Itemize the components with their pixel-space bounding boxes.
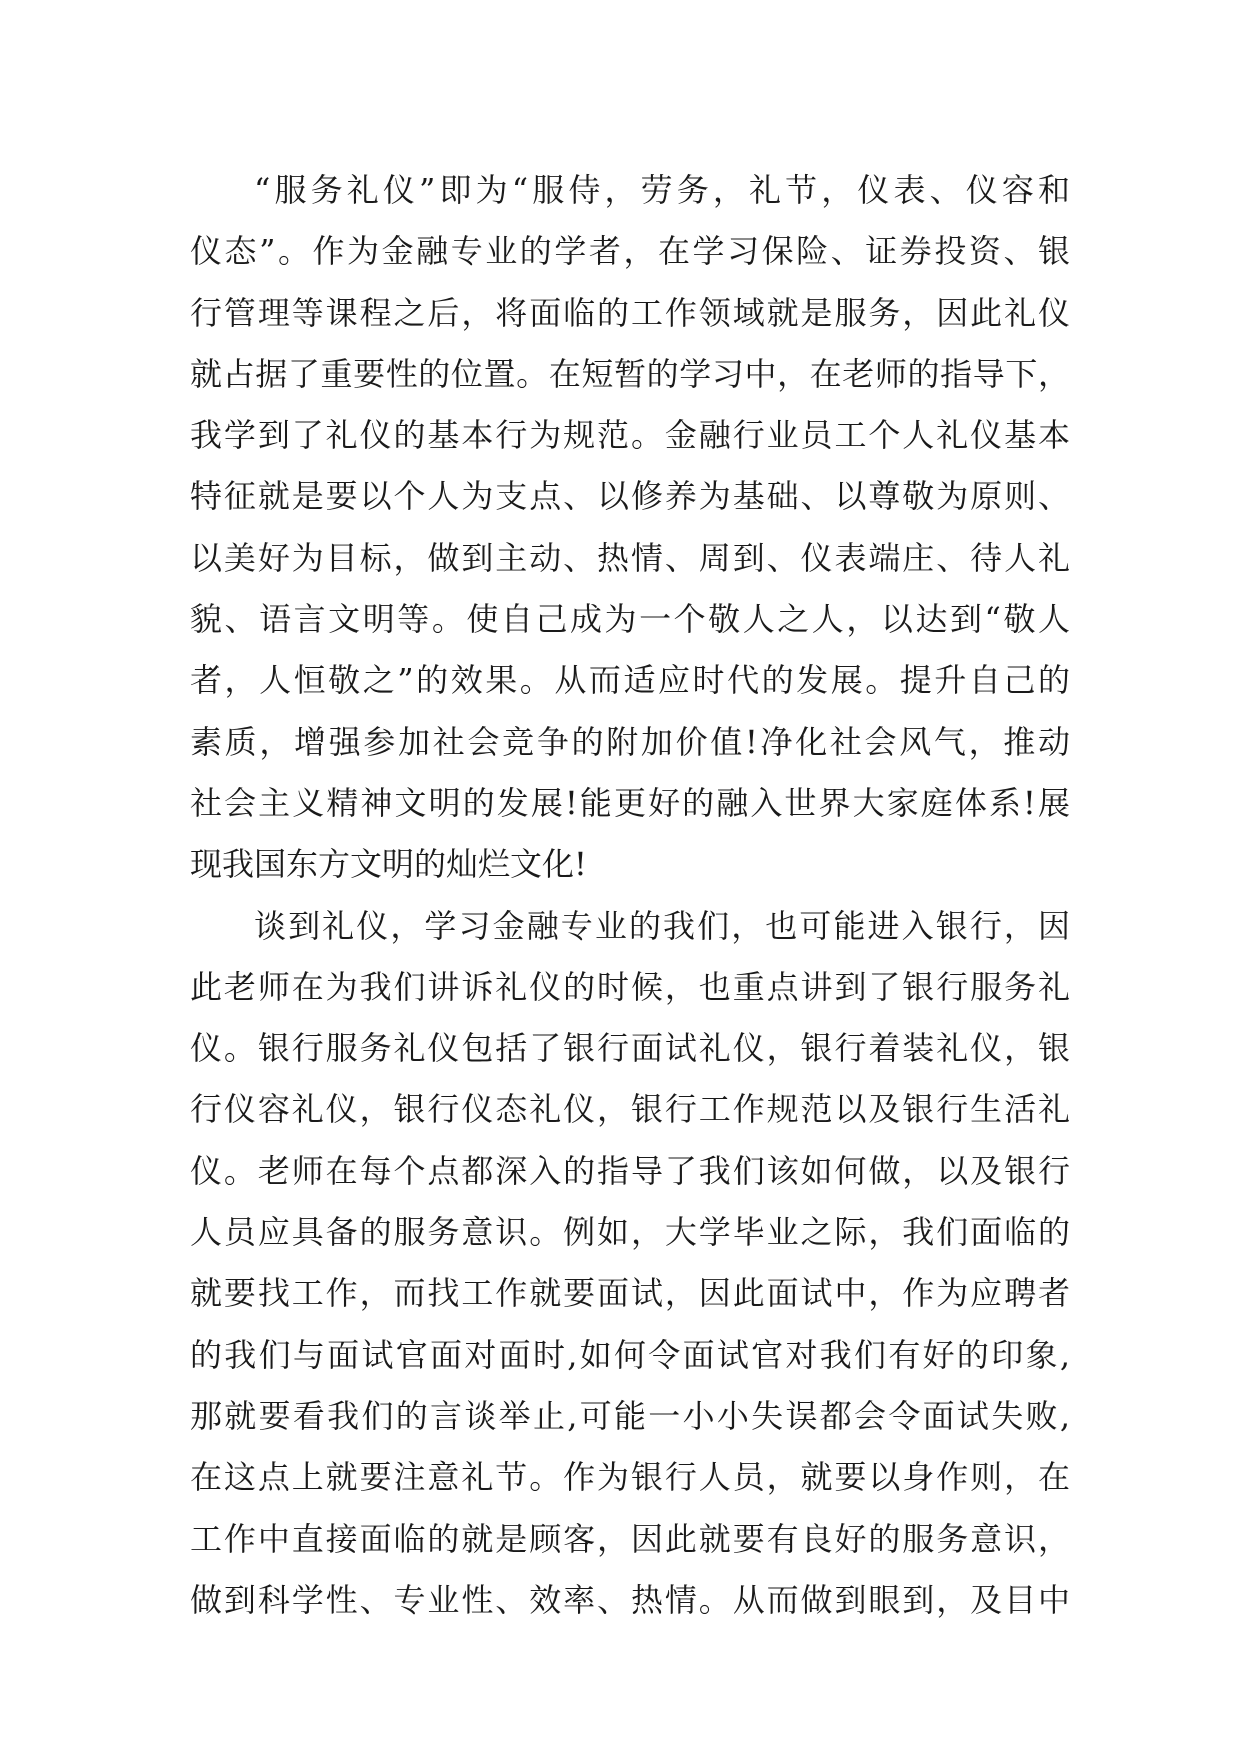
text-line: 仪。老师在每个点都深入的指导了我们该如何做，以及银行 xyxy=(190,1151,1070,1190)
text-line: 工作中直接面临的就是顾客，因此就要有良好的服务意识， xyxy=(190,1519,1070,1558)
text-line: 貌、语言文明等。使自己成为一个敬人之人，以达到“敬人 xyxy=(190,600,1070,639)
text-line: 的我们与面试官面对面时,如何令面试官对我们有好的印象, xyxy=(190,1335,1070,1374)
text-line: 人员应具备的服务意识。例如，大学毕业之际，我们面临的 xyxy=(190,1213,1070,1252)
text-line: 我学到了礼仪的基本行为规范。金融行业员工个人礼仪基本 xyxy=(190,416,1070,455)
text-line: 行仪容礼仪，银行仪态礼仪，银行工作规范以及银行生活礼 xyxy=(190,1090,1070,1129)
text-line: 行管理等课程之后，将面临的工作领域就是服务，因此礼仪 xyxy=(190,293,1070,332)
paragraph-bank-etiquette xyxy=(190,896,1070,1632)
text-line: 此老师在为我们讲诉礼仪的时候，也重点讲到了银行服务礼 xyxy=(190,967,1070,1006)
text-line: 现我国东方文明的灿烂文化! xyxy=(190,845,587,884)
paragraph-service-etiquette xyxy=(190,160,1070,896)
text-line: 者，人恒敬之”的效果。从而适应时代的发展。提升自己的 xyxy=(190,661,1070,700)
text-line: 素质，增强参加社会竞争的附加价值!净化社会风气，推动 xyxy=(190,722,1070,761)
text-line: 做到科学性、专业性、效率、热情。从而做到眼到，及目中 xyxy=(190,1580,1070,1619)
text-line: 谈到礼仪，学习金融专业的我们，也可能进入银行，因 xyxy=(254,906,1070,945)
text-line: 社会主义精神文明的发展!能更好的融入世界大家庭体系!展 xyxy=(190,783,1070,822)
text-line: 仪。银行服务礼仪包括了银行面试礼仪，银行着装礼仪，银 xyxy=(190,1029,1070,1068)
text-line: “服务礼仪”即为“服侍，劳务，礼节，仪表、仪容和 xyxy=(254,171,1070,209)
text-line: 在这点上就要注意礼节。作为银行人员，就要以身作则，在 xyxy=(190,1458,1070,1497)
text-line: 那就要看我们的言谈举止,可能一小小失误都会令面试失败, xyxy=(190,1396,1070,1435)
text-line: 就要找工作，而找工作就要面试，因此面试中，作为应聘者 xyxy=(190,1274,1070,1313)
body-text xyxy=(190,160,1070,1631)
text-line: 特征就是要以个人为支点、以修养为基础、以尊敬为原则、 xyxy=(190,477,1070,516)
text-line: 仪态”。作为金融专业的学者，在学习保险、证券投资、银 xyxy=(190,232,1070,271)
text-line: 以美好为目标，做到主动、热情、周到、仪表端庄、待人礼 xyxy=(190,538,1070,577)
text-line: 就占据了重要性的位置。在短暂的学习中，在老师的指导下， xyxy=(190,354,1070,393)
